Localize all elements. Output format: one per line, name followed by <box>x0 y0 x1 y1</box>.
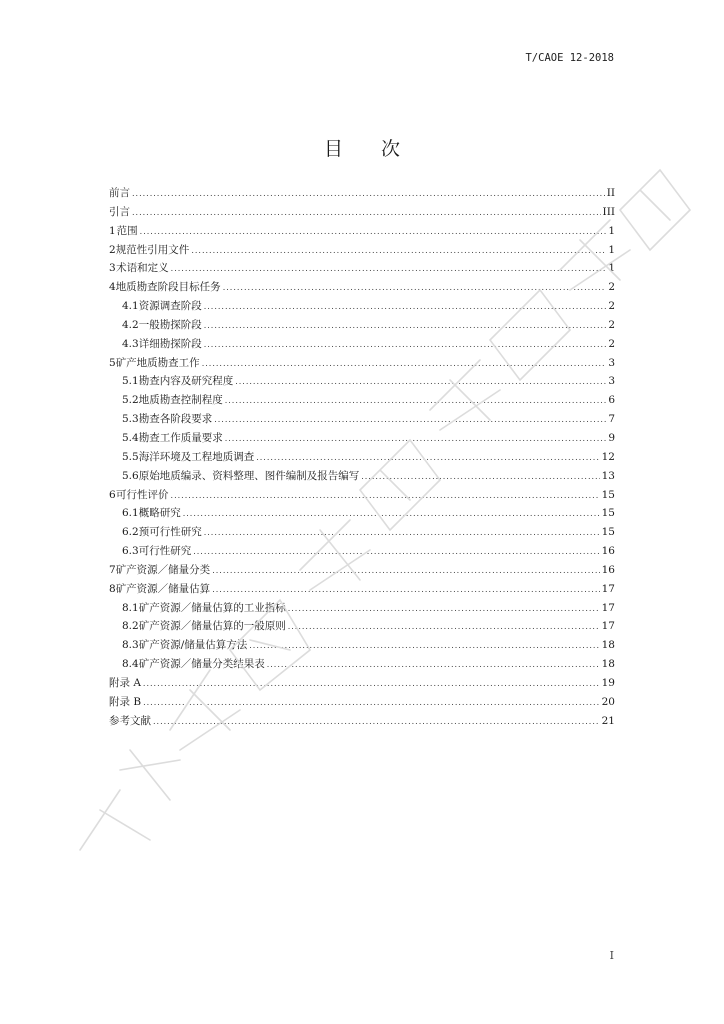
toc-entry-page: 2 <box>608 337 615 350</box>
toc-entry-number: 7 <box>109 563 116 576</box>
toc-entry-page: 18 <box>601 639 615 652</box>
toc-entry-label: 术语和定义 <box>116 262 169 275</box>
toc-title: 目次 <box>323 138 438 160</box>
toc-entry-page: 15 <box>601 526 615 539</box>
toc-entry[interactable] <box>109 504 615 523</box>
toc-entry-number: 5.3 <box>122 413 139 426</box>
toc-dot-leader <box>214 411 606 430</box>
toc-dot-leader <box>249 637 599 656</box>
toc-entry-number: 5.1 <box>122 375 139 388</box>
toc-entry-page: 7 <box>608 413 615 426</box>
toc-entry-number: 4.3 <box>122 337 139 350</box>
toc-entry[interactable] <box>109 391 615 410</box>
toc-dot-leader <box>140 223 607 242</box>
toc-dot-leader <box>171 487 600 506</box>
toc-dot-leader <box>204 298 607 317</box>
toc-entry[interactable] <box>109 241 615 260</box>
toc-entry-page: 6 <box>608 394 615 407</box>
toc-entry-page: 16 <box>601 563 615 576</box>
toc-entry[interactable] <box>109 372 615 391</box>
toc-entry[interactable] <box>109 297 615 316</box>
toc-entry-label: 引言 <box>109 205 130 218</box>
toc-entry-page: 9 <box>608 431 615 444</box>
toc-entry-page: 1 <box>608 243 615 256</box>
toc-dot-leader <box>225 392 607 411</box>
toc-entry-label: 矿产地质勘查工作 <box>115 356 200 369</box>
toc-entry[interactable] <box>109 674 615 693</box>
toc-entry-label: 概略研究 <box>138 507 181 520</box>
toc-entry-label: 矿产资源／储量分类 <box>115 563 211 576</box>
toc-dot-leader <box>256 449 599 468</box>
toc-entry[interactable] <box>109 561 615 580</box>
standard-code: T/CAOE 12-2018 <box>525 52 614 64</box>
toc-dot-leader <box>212 581 599 600</box>
toc-entry-label: 附录 B <box>109 695 142 708</box>
toc-dot-leader <box>223 279 607 298</box>
toc-entry[interactable] <box>109 316 615 335</box>
toc-entry[interactable] <box>109 599 615 618</box>
toc-entry-label: 预可行性研究 <box>138 526 202 539</box>
toc-entry[interactable] <box>109 278 615 297</box>
toc-entry-label: 海洋环境及工程地质调查 <box>138 450 255 463</box>
toc-dot-leader <box>212 562 599 581</box>
toc-dot-leader <box>143 694 600 713</box>
toc-entry-number: 8.3 <box>122 639 139 652</box>
toc-entry-page: 15 <box>601 488 615 501</box>
toc-entry[interactable] <box>109 222 615 241</box>
toc-entry-number: 6 <box>109 488 116 501</box>
toc-entry-page: 3 <box>608 375 615 388</box>
toc-dot-leader <box>191 242 606 261</box>
toc-entry-page: 16 <box>601 545 615 558</box>
toc-dot-leader <box>202 355 607 374</box>
toc-entry-number: 6.2 <box>122 526 139 539</box>
toc-entry-label: 地质勘查控制程度 <box>138 394 223 407</box>
toc-entry[interactable] <box>109 259 615 278</box>
toc-entry-label: 范围 <box>116 224 138 237</box>
toc-entry-page: 15 <box>601 507 615 520</box>
toc-entry[interactable] <box>109 655 615 674</box>
toc-entry-number: 1 <box>109 224 116 237</box>
toc-entry-label: 矿产资源/储量估算方法 <box>138 639 248 652</box>
toc-dot-leader <box>235 373 606 392</box>
page-number: I <box>609 949 614 962</box>
toc-dot-leader <box>204 524 600 543</box>
toc-entry-number: 6.3 <box>122 545 139 558</box>
toc-entry-page: 3 <box>608 356 615 369</box>
toc-entry[interactable] <box>109 523 615 542</box>
toc-entry-label: 规范性引用文件 <box>115 243 190 256</box>
toc-entry-label: 可行性评价 <box>116 488 169 501</box>
toc-entry-number: 4.2 <box>122 318 139 331</box>
toc-entry-label: 资源调查阶段 <box>138 300 202 313</box>
toc-dot-leader <box>225 430 607 449</box>
toc-dot-leader <box>288 600 600 619</box>
toc-entry-page: 1 <box>608 262 615 275</box>
toc-entry-label: 详细勘探阶段 <box>138 337 202 350</box>
toc-entry-number: 4.1 <box>122 300 139 313</box>
toc-dot-leader <box>267 656 600 675</box>
toc-entry-number: 6.1 <box>122 507 139 520</box>
toc-entry-page: III <box>602 205 615 218</box>
toc-entry-label: 地质勘查阶段目标任务 <box>115 281 221 294</box>
toc-entry[interactable] <box>109 203 615 222</box>
toc-dot-leader <box>204 336 607 355</box>
toc-entry[interactable] <box>109 636 615 655</box>
toc-entry-page: 20 <box>601 695 615 708</box>
toc-entry-number: 8.2 <box>122 620 139 633</box>
toc-entry[interactable] <box>109 448 615 467</box>
toc-entry-page: 17 <box>601 620 615 633</box>
toc-entry[interactable] <box>109 354 615 373</box>
toc-entry-page: 2 <box>608 318 615 331</box>
toc-entry-label: 矿产资源／储量估算 <box>115 582 211 595</box>
toc-entry[interactable] <box>109 580 615 599</box>
toc-entry-number: 2 <box>109 243 116 256</box>
toc-dot-leader <box>171 260 607 279</box>
toc-entry-number: 4 <box>109 281 116 294</box>
toc-entry-number: 8.1 <box>122 601 139 614</box>
toc-entry-label: 矿产资源／储量分类结果表 <box>138 658 265 671</box>
toc-dot-leader <box>132 185 605 204</box>
toc-entry-number: 3 <box>109 262 116 275</box>
toc-dot-leader <box>288 618 600 637</box>
table-of-contents <box>109 184 615 730</box>
toc-dot-leader <box>204 317 607 336</box>
toc-dot-leader <box>132 204 601 223</box>
toc-entry-page: II <box>606 187 615 199</box>
toc-entry-page: 21 <box>601 714 615 727</box>
toc-entry-number: 8 <box>109 582 116 595</box>
toc-entry-number: 5.2 <box>122 394 139 407</box>
toc-entry[interactable] <box>109 542 615 561</box>
toc-entry-number: 5.4 <box>122 431 139 444</box>
toc-entry[interactable] <box>109 184 615 203</box>
toc-entry-number: 5 <box>109 356 116 369</box>
toc-entry[interactable] <box>109 617 615 636</box>
toc-entry-page: 17 <box>601 601 615 614</box>
toc-entry-label: 附录 A <box>109 676 141 689</box>
toc-entry-label: 矿产资源／储量估算的工业指标 <box>138 601 286 614</box>
toc-dot-leader <box>143 675 600 694</box>
toc-entry[interactable] <box>109 712 615 731</box>
toc-dot-leader <box>193 543 599 562</box>
toc-entry-number: 5.6 <box>122 469 139 482</box>
toc-entry-label: 勘查工作质量要求 <box>138 431 223 444</box>
toc-entry-page: 2 <box>608 300 615 313</box>
toc-entry[interactable] <box>109 486 615 505</box>
toc-entry-page: 17 <box>601 582 615 595</box>
toc-entry-page: 12 <box>601 450 615 463</box>
toc-entry-label: 一般勘探阶段 <box>138 318 202 331</box>
toc-entry-label: 勘查内容及研究程度 <box>138 375 234 388</box>
toc-dot-leader <box>183 505 600 524</box>
toc-entry[interactable] <box>109 335 615 354</box>
toc-dot-leader <box>361 468 599 487</box>
toc-entry-label: 原始地质编录、资料整理、图件编制及报告编写 <box>138 469 360 482</box>
toc-entry-number: 5.5 <box>122 450 139 463</box>
toc-entry-page: 19 <box>601 676 615 689</box>
toc-entry-label: 勘查各阶段要求 <box>138 413 213 426</box>
toc-entry-page: 18 <box>601 658 615 671</box>
toc-entry-label: 矿产资源／储量估算的一般原则 <box>138 620 286 633</box>
toc-entry-label: 可行性研究 <box>138 545 192 558</box>
toc-entry-label: 参考文献 <box>109 714 151 727</box>
toc-dot-leader <box>153 713 600 732</box>
toc-entry-page: 1 <box>608 224 615 237</box>
toc-entry[interactable] <box>109 429 615 448</box>
toc-entry[interactable] <box>109 693 615 712</box>
toc-entry-label: 前言 <box>109 187 130 199</box>
toc-entry-page: 13 <box>601 469 615 482</box>
toc-entry-number: 8.4 <box>122 658 139 671</box>
toc-entry-page: 2 <box>608 281 615 294</box>
toc-entry[interactable] <box>109 467 615 486</box>
toc-entry[interactable] <box>109 410 615 429</box>
